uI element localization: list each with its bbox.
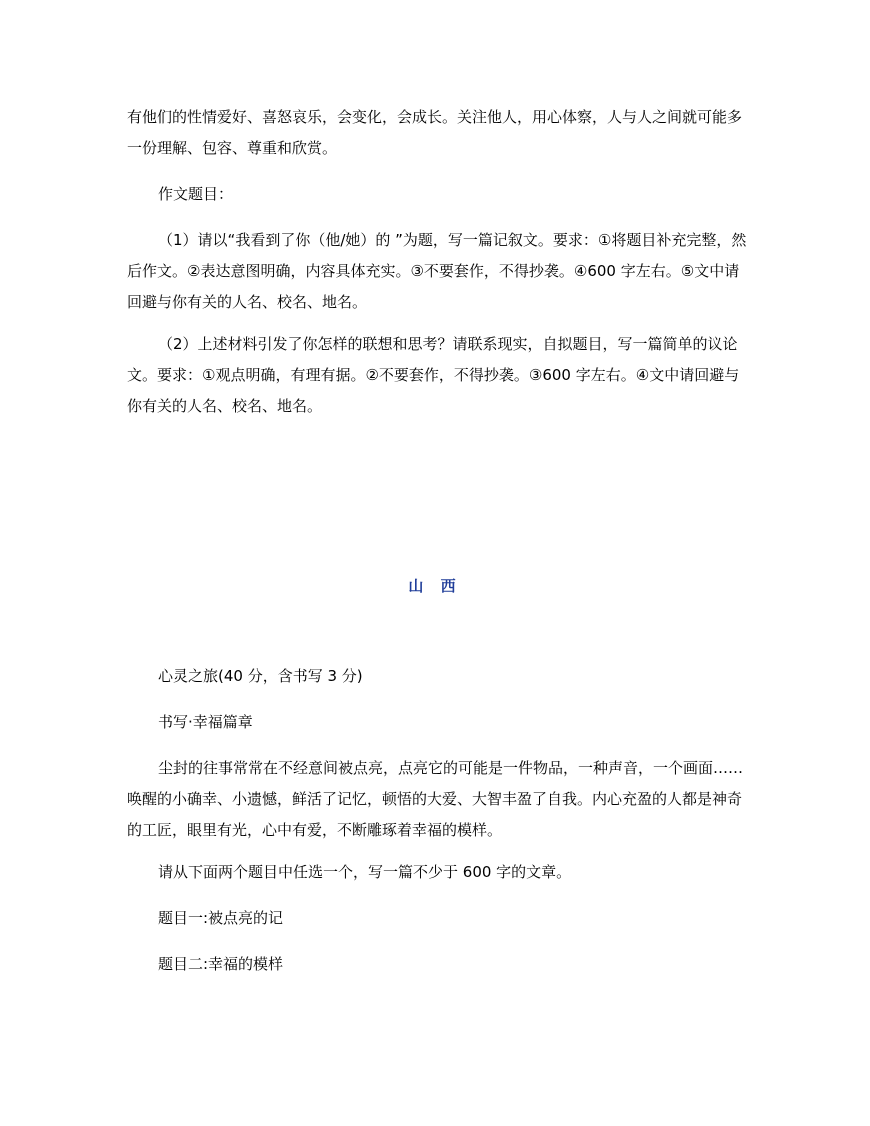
topic-line: 心灵之旅(40 分，含书写 3 分): [158, 667, 363, 685]
section-title-shanxi: 山 西: [408, 577, 462, 595]
title-option-2: 题目二:幸福的模样: [158, 955, 284, 973]
instruction-paragraph: 请从下面两个题目中任选一个，写一篇不少于 600 字的文章。: [158, 863, 572, 881]
prompt-heading: 作文题目：: [158, 185, 234, 203]
title-option-1: 题目一:被点亮的记: [158, 909, 284, 927]
prompt-option-1: （1）请以“我看到了你（他/她）的 ”为题，写一篇记叙文。要求：①将题目补充完整，然后作文。②表达意图明确，内容具体充实。③不要套作，不得抄袭。④600 字左右。⑤文中请回避与你有关的人名、校名、地名。: [127, 231, 747, 311]
prompt-option-2: （2）上述材料引发了你怎样的联想和思考？请联系现实，自拟题目，写一篇简单的议论文。要求：①观点明确，有理有据。②不要套作，不得抄袭。③600 字左右。④文中请回避与你有关的人名、校名、地名。: [127, 335, 740, 415]
intro-paragraph-continued: 有他们的性情爱好、喜怒哀乐，会变化，会成长。关注他人，用心体察，人与人之间就可能多一份理解、包容、尊重和欣赏。: [127, 108, 743, 157]
theme-line: 书写·幸福篇章: [158, 713, 253, 731]
material-paragraph: 尘封的往事常常在不经意间被点亮，点亮它的可能是一件物品，一种声音，一个画面……唤醒的小确幸、小遗憾，鲜活了记忆，顿悟的大爱、大智丰盈了自我。内心充盈的人都是神奇的工匠，眼里有光，心中有爱，不断雕琢着幸福的模样。: [127, 759, 744, 839]
